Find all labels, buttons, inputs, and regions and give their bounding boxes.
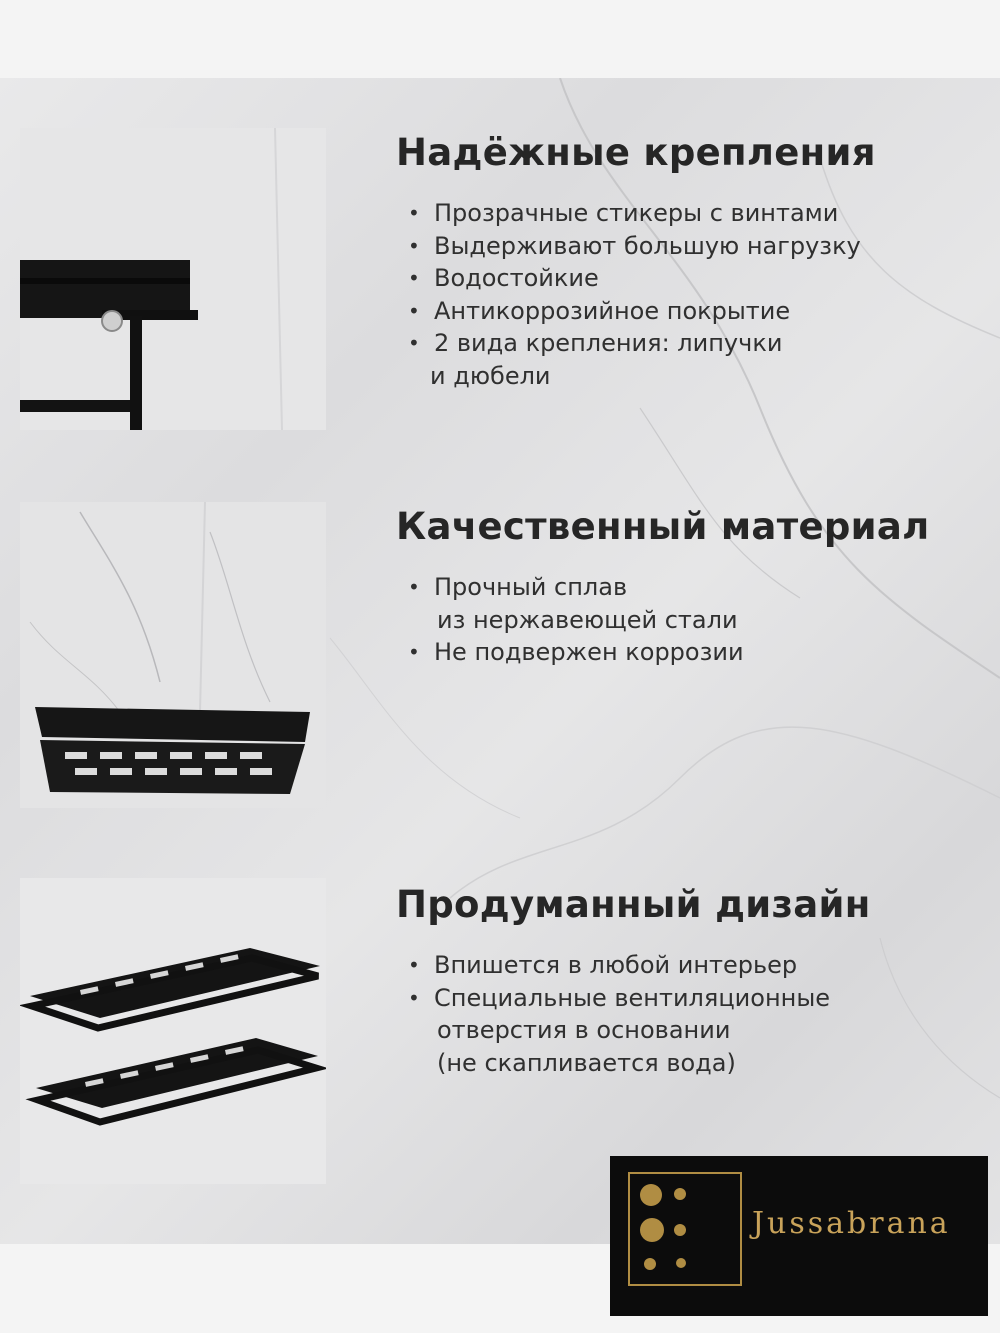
photo-shelf-design [20,878,326,1184]
section-reliable-mounts [396,131,986,392]
list-item: • 2 вида крепления: липучки и дюбели [408,329,783,390]
section-quality-material [396,505,986,669]
section-title: Продуманный дизайн [396,883,871,926]
brand-name: Jussabrana [752,1206,951,1241]
section-title: Качественный материал [396,505,930,548]
photo-shelf-material [20,502,326,808]
list-item: • Водостойкие [408,264,599,292]
section-title: Надёжные крепления [396,131,876,174]
brand-logo [610,1156,988,1316]
list-item: • Прочный сплав из нержавеющей стали [408,573,738,634]
photo-mount-closeup [20,128,326,430]
section-thoughtful-design [396,883,986,1079]
logo-emblem-icon [628,1172,742,1286]
marble-background [0,78,1000,1244]
list-item: • Прозрачные стикеры с винтами [408,199,839,227]
list-item: • Впишется в любой интерьер [408,951,798,979]
list-item: • Антикоррозийное покрытие [408,296,791,325]
list-item: • Специальные вентиляционные отверстия в основании (не скапливается вода) [408,983,831,1077]
list-item: • Выдерживают большую нагрузку [408,231,861,260]
list-item: • Не подвержен коррозии [408,638,744,666]
